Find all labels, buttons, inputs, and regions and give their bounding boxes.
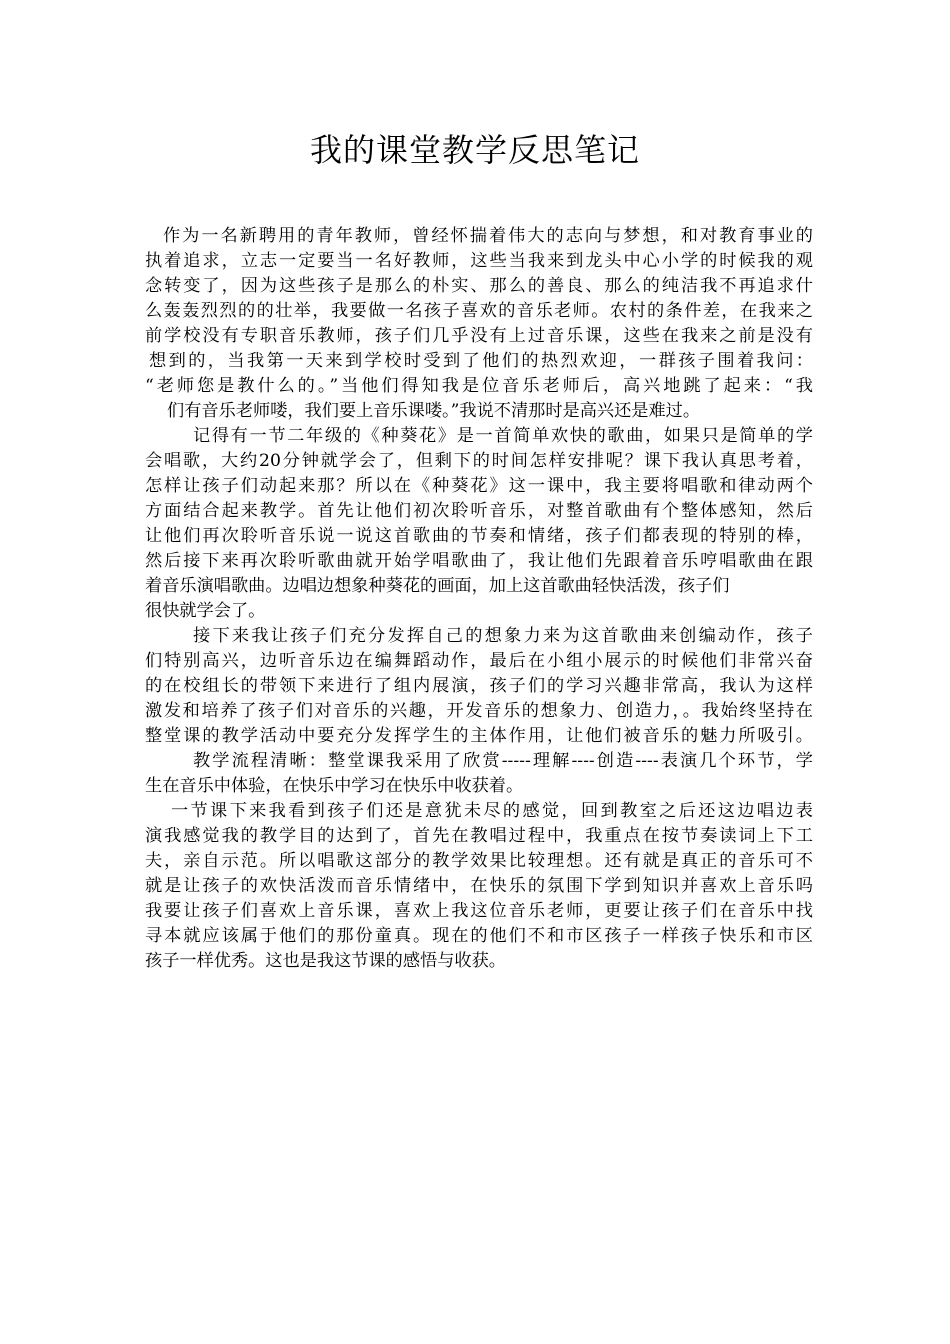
body-line: 着音乐演唱歌曲。边唱边想象种葵花的画面，加上这首歌曲轻快活泼，孩子们 [145,576,730,596]
body-line: 执着追求，立志一定要当一名好教师，这些当我来到龙头中心小学的时候我的观 [145,251,813,271]
body-line: 夫，亲自示范。所以唱歌这部分的教学效果比较理想。还有就是真正的音乐可不 [145,851,813,871]
document-body [145,224,813,974]
body-line: 演我感觉我的教学目的达到了，首先在教唱过程中，我重点在按节奏读词上下工 [145,826,813,846]
body-line: 想到的，当我第一天来到学校时受到了他们的热烈欢迎，一群孩子围着我问： [149,351,813,371]
body-line: 怎样让孩子们动起来那？所以在《种葵花》这一课中，我主要将唱歌和律动两个 [145,476,813,496]
body-line: 激发和培养了孩子们对音乐的兴趣，开发音乐的想象力、创造力，。我始终坚持在 [145,701,813,721]
body-line: 很快就学会了。 [145,601,266,621]
body-line: 么轰轰烈烈的的壮举，我要做一名孩子喜欢的音乐老师。农村的条件差，在我来之 [145,301,813,321]
body-line: 会唱歌，大约20分钟就学会了，但剩下的时间怎样安排呢？课下我认真思考着， [145,451,813,471]
body-line: 念转变了，因为这些孩子是那么的朴实、那么的善良、那么的纯洁我不再追求什 [145,276,813,296]
body-line: 作为一名新聘用的青年教师，曾经怀揣着伟大的志向与梦想，和对教育事业的 [163,226,813,246]
body-line: 孩子一样优秀。这也是我这节课的感悟与收获。 [145,951,506,971]
body-line: 们有音乐老师喽，我们要上音乐课喽。”我说不清那时是高兴还是难过。 [167,401,701,421]
body-line: 生在音乐中体验，在快乐中学习在快乐中收获着。 [145,776,524,796]
body-line: 让他们再次聆听音乐说一说这首歌曲的节奏和情绪，孩子们都表现的特别的棒， [145,526,813,546]
body-line: 整堂课的教学活动中要充分发挥学生的主体作用，让他们被音乐的魅力所吸引。 [145,726,813,746]
body-line: 一节课下来我看到孩子们还是意犹未尽的感觉，回到教室之后还这边唱边表 [171,801,813,821]
body-line: 教学流程清晰：整堂课我采用了欣赏-----理解----创造----表演几个环节，学 [193,751,813,771]
document-title: 我的课堂教学反思笔记 [309,131,640,169]
body-line: “老师您是教什么的。”当他们得知我是位音乐老师后，高兴地跳了起来：“我 [145,376,813,396]
body-line: 方面结合起来教学。首先让他们初次聆听音乐，对整首歌曲有个整体感知，然后 [145,501,813,521]
body-line: 前学校没有专职音乐教师，孩子们几乎没有上过音乐课，这些在我来之前是没有 [145,326,813,346]
body-line: 就是让孩子的欢快活泼而音乐情绪中，在快乐的氛围下学到知识并喜欢上音乐吗 [145,876,813,896]
body-line: 接下来我让孩子们充分发挥自己的想象力来为这首歌曲来创编动作，孩子 [193,626,813,646]
body-line: 们特别高兴，边听音乐边在编舞蹈动作，最后在小组小展示的时候他们非常兴奋 [145,651,813,671]
body-line: 然后接下来再次聆听歌曲就开始学唱歌曲了，我让他们先跟着音乐哼唱歌曲在跟 [145,551,813,571]
body-line: 记得有一节二年级的《种葵花》是一首简单欢快的歌曲，如果只是简单的学 [193,426,813,446]
body-line: 我要让孩子们喜欢上音乐课，喜欢上我这位音乐老师，更要让孩子们在音乐中找 [145,901,813,921]
body-line: 寻本就应该属于他们的那份童真。现在的他们不和市区孩子一样孩子快乐和市区 [145,926,813,946]
body-line: 的在校组长的带领下来进行了组内展演，孩子们的学习兴趣非常高，我认为这样 [145,676,813,696]
